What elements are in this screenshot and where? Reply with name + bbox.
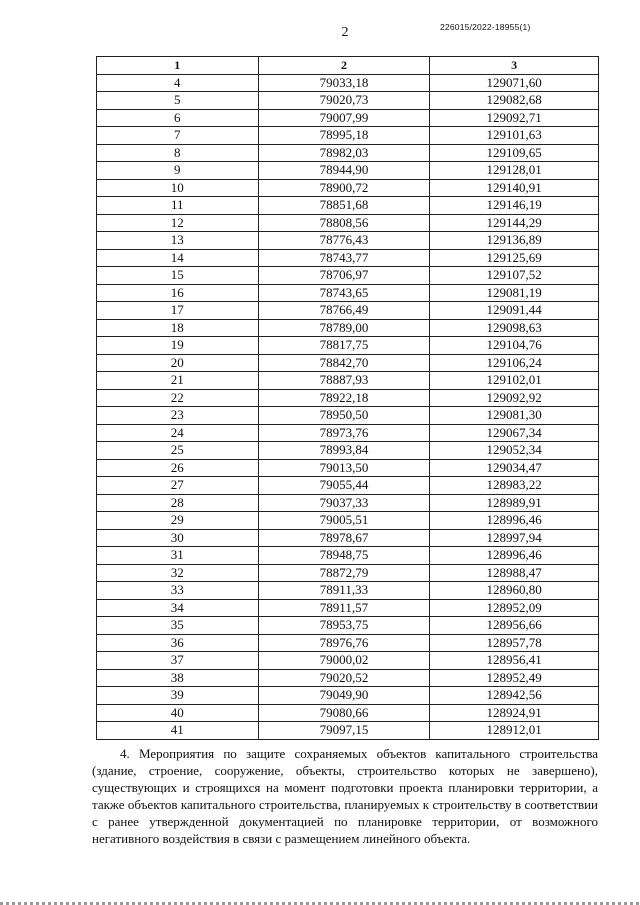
y-coordinate-cell: 129081,30 — [430, 407, 599, 425]
x-coordinate-cell: 78982,03 — [258, 144, 430, 162]
x-coordinate-cell: 78911,57 — [258, 599, 430, 617]
x-coordinate-cell: 79049,90 — [258, 687, 430, 705]
table-row — [97, 127, 599, 145]
point-number-cell: 10 — [97, 179, 259, 197]
point-number-cell: 6 — [97, 109, 259, 127]
y-coordinate-cell: 129109,65 — [430, 144, 599, 162]
x-coordinate-cell: 78995,18 — [258, 127, 430, 145]
y-coordinate-cell: 128952,09 — [430, 599, 599, 617]
x-coordinate-cell: 78911,33 — [258, 582, 430, 600]
table-row — [97, 319, 599, 337]
point-number-cell: 17 — [97, 302, 259, 320]
x-coordinate-cell: 79020,52 — [258, 669, 430, 687]
x-coordinate-cell: 78887,93 — [258, 372, 430, 390]
y-coordinate-cell: 128924,91 — [430, 704, 599, 722]
x-coordinate-cell: 78776,43 — [258, 232, 430, 250]
table-row — [97, 74, 599, 92]
y-coordinate-cell: 128988,47 — [430, 564, 599, 582]
y-coordinate-cell: 128952,49 — [430, 669, 599, 687]
x-coordinate-cell: 78706,97 — [258, 267, 430, 285]
y-coordinate-cell: 128912,01 — [430, 722, 599, 740]
table-row — [97, 669, 599, 687]
table-row — [97, 442, 599, 460]
x-coordinate-cell: 79080,66 — [258, 704, 430, 722]
point-number-cell: 12 — [97, 214, 259, 232]
table-row — [97, 477, 599, 495]
x-coordinate-cell: 78976,76 — [258, 634, 430, 652]
table-row — [97, 284, 599, 302]
table-row — [97, 494, 599, 512]
point-number-cell: 39 — [97, 687, 259, 705]
column-header-y: 3 — [430, 57, 599, 75]
table-row — [97, 424, 599, 442]
table-row — [97, 529, 599, 547]
table-row — [97, 389, 599, 407]
x-coordinate-cell: 79007,99 — [258, 109, 430, 127]
point-number-cell: 31 — [97, 547, 259, 565]
y-coordinate-cell: 129101,63 — [430, 127, 599, 145]
section-4-paragraph — [92, 745, 598, 847]
column-header-x: 2 — [258, 57, 430, 75]
y-coordinate-cell: 128957,78 — [430, 634, 599, 652]
point-number-cell: 32 — [97, 564, 259, 582]
y-coordinate-cell: 129140,91 — [430, 179, 599, 197]
x-coordinate-cell: 78743,65 — [258, 284, 430, 302]
point-number-cell: 8 — [97, 144, 259, 162]
page-number: 2 — [341, 25, 349, 40]
x-coordinate-cell: 79055,44 — [258, 477, 430, 495]
x-coordinate-cell: 79020,73 — [258, 92, 430, 110]
y-coordinate-cell: 129104,76 — [430, 337, 599, 355]
x-coordinate-cell: 78789,00 — [258, 319, 430, 337]
y-coordinate-cell: 128983,22 — [430, 477, 599, 495]
table-row — [97, 92, 599, 110]
point-number-cell: 36 — [97, 634, 259, 652]
point-number-cell: 33 — [97, 582, 259, 600]
y-coordinate-cell: 129067,34 — [430, 424, 599, 442]
point-number-cell: 4 — [97, 74, 259, 92]
table-row — [97, 354, 599, 372]
y-coordinate-cell: 128956,41 — [430, 652, 599, 670]
y-coordinate-cell: 129052,34 — [430, 442, 599, 460]
x-coordinate-cell: 78808,56 — [258, 214, 430, 232]
point-number-cell: 19 — [97, 337, 259, 355]
point-number-cell: 7 — [97, 127, 259, 145]
x-coordinate-cell: 78872,79 — [258, 564, 430, 582]
x-coordinate-cell: 79005,51 — [258, 512, 430, 530]
x-coordinate-cell: 78842,70 — [258, 354, 430, 372]
table-body — [97, 74, 599, 739]
point-number-cell: 22 — [97, 389, 259, 407]
y-coordinate-cell: 128997,94 — [430, 529, 599, 547]
table-row — [97, 162, 599, 180]
point-number-cell: 40 — [97, 704, 259, 722]
x-coordinate-cell: 78743,77 — [258, 249, 430, 267]
y-coordinate-cell: 128956,66 — [430, 617, 599, 635]
y-coordinate-cell: 129128,01 — [430, 162, 599, 180]
paragraph-text: 4. Мероприятия по защите сохраняемых объектов капитального строительства (здание, строение, сооружение, объекты, строительство которых не завершено), существующих и строящихся на момент подготовки проекта планировки территории, а также объектов капитального строительства, планируемых к строительству в соответствии с ранее утвержденной документацией по планировке территории, от возможного негативного воздействия в связи с размещением линейного объекта. — [92, 746, 598, 846]
y-coordinate-cell: 129106,24 — [430, 354, 599, 372]
y-coordinate-cell: 129136,89 — [430, 232, 599, 250]
table-row — [97, 687, 599, 705]
table-row — [97, 267, 599, 285]
y-coordinate-cell: 128996,46 — [430, 512, 599, 530]
point-number-cell: 14 — [97, 249, 259, 267]
y-coordinate-cell: 129034,47 — [430, 459, 599, 477]
table-row — [97, 144, 599, 162]
point-number-cell: 30 — [97, 529, 259, 547]
y-coordinate-cell: 129098,63 — [430, 319, 599, 337]
point-number-cell: 20 — [97, 354, 259, 372]
table-row — [97, 582, 599, 600]
table-row — [97, 512, 599, 530]
point-number-cell: 26 — [97, 459, 259, 477]
y-coordinate-cell: 129144,29 — [430, 214, 599, 232]
point-number-cell: 16 — [97, 284, 259, 302]
x-coordinate-cell: 78944,90 — [258, 162, 430, 180]
y-coordinate-cell: 129125,69 — [430, 249, 599, 267]
point-number-cell: 15 — [97, 267, 259, 285]
x-coordinate-cell: 78973,76 — [258, 424, 430, 442]
x-coordinate-cell: 78922,18 — [258, 389, 430, 407]
x-coordinate-cell: 78950,50 — [258, 407, 430, 425]
y-coordinate-cell: 128996,46 — [430, 547, 599, 565]
x-coordinate-cell: 78900,72 — [258, 179, 430, 197]
column-header-point: 1 — [97, 57, 259, 75]
y-coordinate-cell: 129092,92 — [430, 389, 599, 407]
point-number-cell: 11 — [97, 197, 259, 215]
table-row — [97, 232, 599, 250]
y-coordinate-cell: 128989,91 — [430, 494, 599, 512]
point-number-cell: 38 — [97, 669, 259, 687]
point-number-cell: 35 — [97, 617, 259, 635]
x-coordinate-cell: 78978,67 — [258, 529, 430, 547]
point-number-cell: 27 — [97, 477, 259, 495]
x-coordinate-cell: 79000,02 — [258, 652, 430, 670]
y-coordinate-cell: 129107,52 — [430, 267, 599, 285]
x-coordinate-cell: 79037,33 — [258, 494, 430, 512]
table-row — [97, 564, 599, 582]
point-number-cell: 13 — [97, 232, 259, 250]
y-coordinate-cell: 129146,19 — [430, 197, 599, 215]
table-header-row — [97, 57, 599, 75]
y-coordinate-cell: 129092,71 — [430, 109, 599, 127]
point-number-cell: 23 — [97, 407, 259, 425]
table-row — [97, 722, 599, 740]
table-row — [97, 197, 599, 215]
point-number-cell: 41 — [97, 722, 259, 740]
table-row — [97, 179, 599, 197]
document-id: 226015/2022-18955(1) — [440, 22, 531, 32]
y-coordinate-cell: 129071,60 — [430, 74, 599, 92]
x-coordinate-cell: 79097,15 — [258, 722, 430, 740]
table-row — [97, 302, 599, 320]
table-row — [97, 704, 599, 722]
point-number-cell: 5 — [97, 92, 259, 110]
point-number-cell: 34 — [97, 599, 259, 617]
y-coordinate-cell: 129091,44 — [430, 302, 599, 320]
table-row — [97, 214, 599, 232]
x-coordinate-cell: 79033,18 — [258, 74, 430, 92]
x-coordinate-cell: 78948,75 — [258, 547, 430, 565]
point-number-cell: 28 — [97, 494, 259, 512]
y-coordinate-cell: 128960,80 — [430, 582, 599, 600]
x-coordinate-cell: 78953,75 — [258, 617, 430, 635]
table-row — [97, 372, 599, 390]
table-row — [97, 337, 599, 355]
point-number-cell: 25 — [97, 442, 259, 460]
coordinates-table — [96, 56, 599, 740]
x-coordinate-cell: 78766,49 — [258, 302, 430, 320]
point-number-cell: 29 — [97, 512, 259, 530]
point-number-cell: 9 — [97, 162, 259, 180]
x-coordinate-cell: 78817,75 — [258, 337, 430, 355]
x-coordinate-cell: 78851,68 — [258, 197, 430, 215]
point-number-cell: 37 — [97, 652, 259, 670]
x-coordinate-cell: 79013,50 — [258, 459, 430, 477]
point-number-cell: 24 — [97, 424, 259, 442]
table-row — [97, 249, 599, 267]
y-coordinate-cell: 129102,01 — [430, 372, 599, 390]
table-row — [97, 547, 599, 565]
table-row — [97, 459, 599, 477]
point-number-cell: 21 — [97, 372, 259, 390]
table-row — [97, 109, 599, 127]
x-coordinate-cell: 78993,84 — [258, 442, 430, 460]
table-row — [97, 652, 599, 670]
table-row — [97, 634, 599, 652]
y-coordinate-cell: 128942,56 — [430, 687, 599, 705]
table-row — [97, 407, 599, 425]
y-coordinate-cell: 129082,68 — [430, 92, 599, 110]
table-row — [97, 617, 599, 635]
point-number-cell: 18 — [97, 319, 259, 337]
table-row — [97, 599, 599, 617]
y-coordinate-cell: 129081,19 — [430, 284, 599, 302]
